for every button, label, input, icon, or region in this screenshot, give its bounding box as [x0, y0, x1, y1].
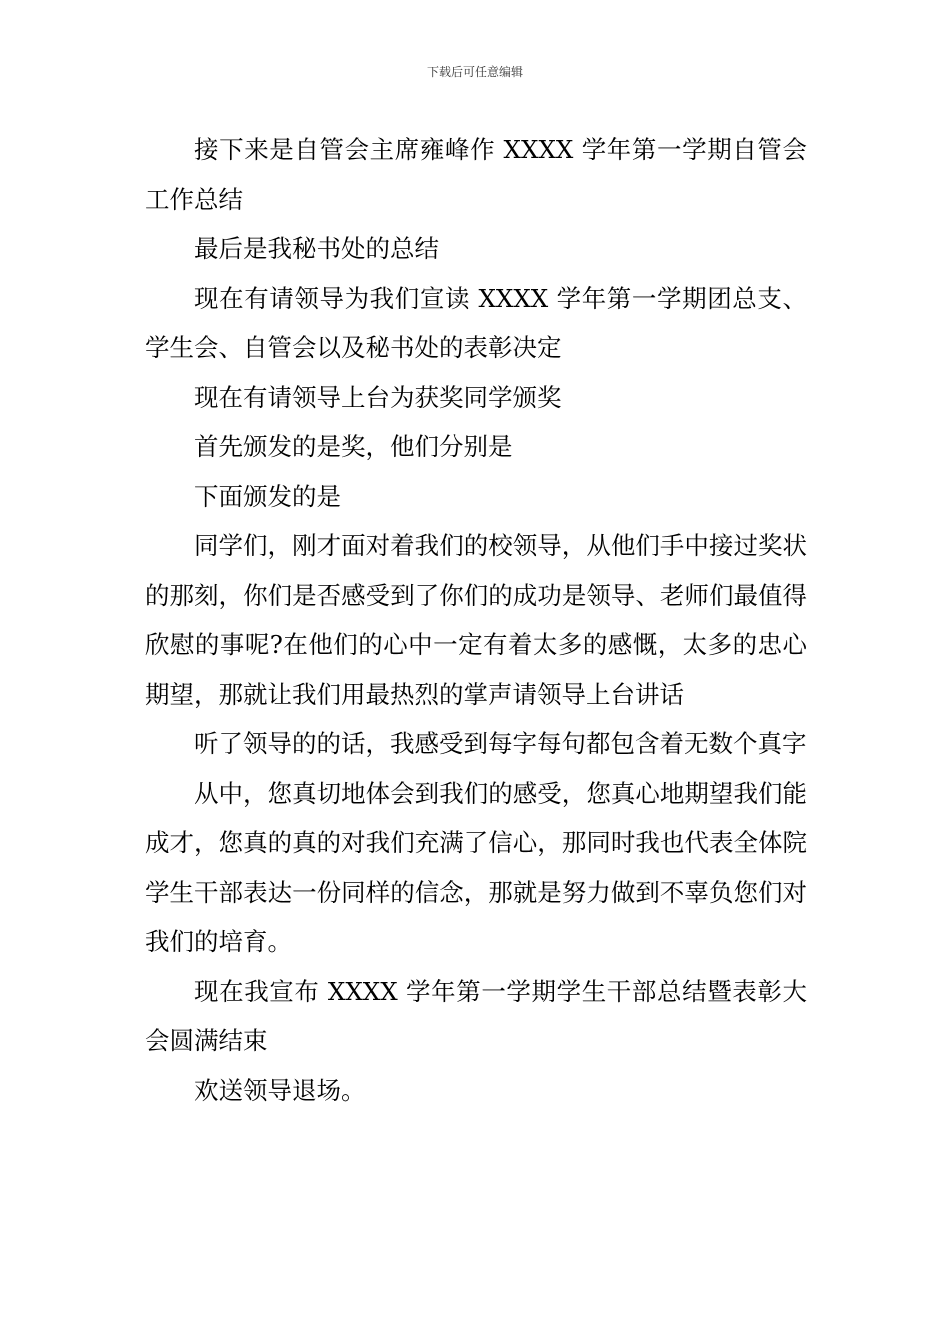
paragraph-1: 接下来是自管会主席雍峰作 XXXX 学年第一学期自管会工作总结: [145, 135, 807, 214]
paragraph-5: 首先颁发的是奖，他们分别是: [194, 432, 513, 461]
paragraph-8: 听了领导的的话，我感受到每字每句都包含着无数个真字: [194, 729, 807, 758]
page-header-note: 下载后可任意编辑: [426, 65, 523, 79]
paragraph-6: 下面颁发的是: [194, 481, 341, 511]
paragraph-4: 现在有请领导上台为获奖同学颁奖: [194, 382, 562, 412]
paragraph-10: 现在我宣布 XXXX 学年第一学期学生干部总结暨表彰大会圆满结束: [145, 976, 807, 1055]
document-body: [145, 125, 807, 1115]
paragraph-3: 现在有请领导为我们宣读 XXXX 学年第一学期团总支、学生会、自管会以及秘书处的表彰决定: [145, 283, 807, 362]
paragraph-2: 最后是我秘书处的总结: [194, 234, 439, 263]
paragraph-9: 从中，您真切地体会到我们的感受，您真心地期望我们能成才，您真的真的对我们充满了信心，那同时我也代表全体院学生干部表达一份同样的信念，那就是努力做到不辜负您们对我们的培育。: [145, 778, 807, 956]
paragraph-7: 同学们，刚才面对着我们的校领导，从他们手中接过奖状的那刻，你们是否感受到了你们的成功是领导、老师们最值得欣慰的事呢?在他们的心中一定有着太多的感慨，太多的忠心期望，那就让我们用最热烈的掌声请领导上台讲话: [145, 531, 807, 709]
paragraph-11: 欢送领导退场。: [194, 1075, 366, 1105]
